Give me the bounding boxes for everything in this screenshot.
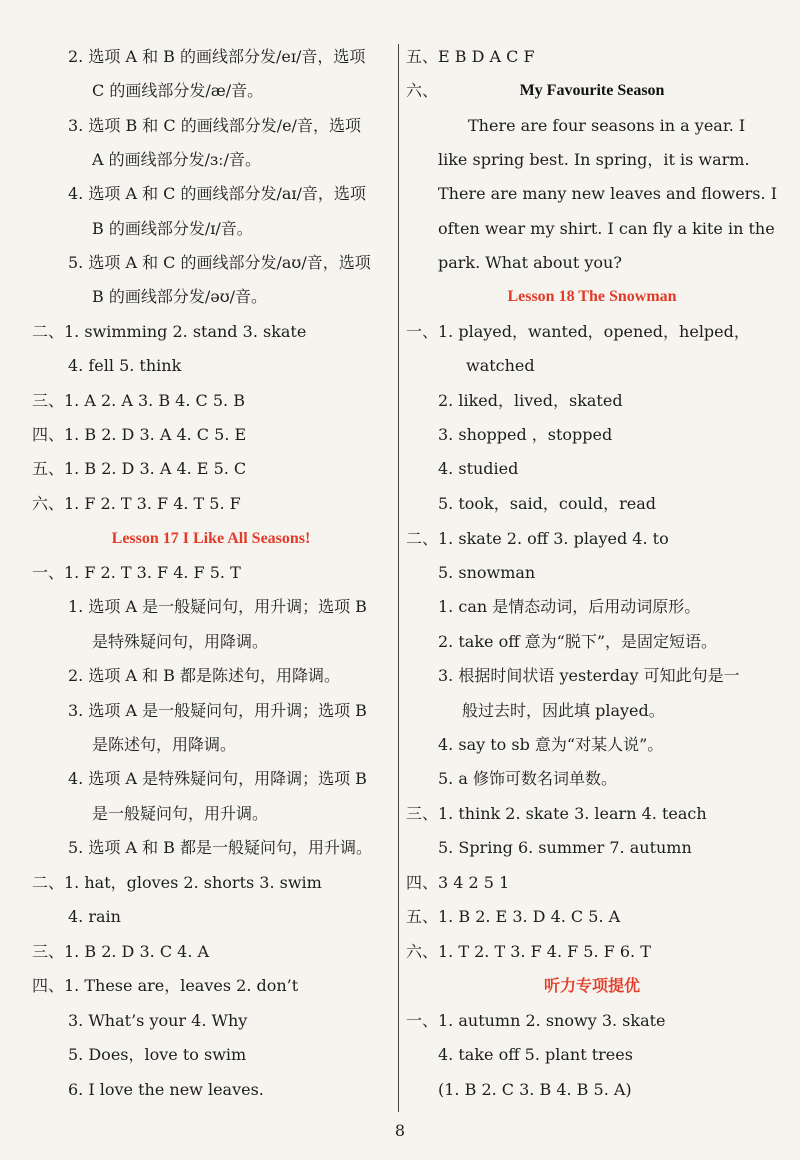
section-title-listening: 听力专项提优 [543,976,640,995]
text-line: 2. liked，lived，skated [438,391,623,410]
text-line: 5. Spring 6. summer 7. autumn [438,838,692,857]
column-divider [398,44,399,1112]
text-line: 3. 根据时间状语 yesterday 可知此句是一 [438,666,740,685]
text-line: 1. can 是情态动词，后用动词原形。 [438,597,701,616]
text-line: 4. 选项 A 是特殊疑问句，用降调；选项 B [68,769,367,788]
text-line: 是陈述句，用降调。 [92,735,237,754]
text-line: B 的画线部分发/əʊ/音。 [92,287,268,306]
text-line: 一、1. played，wanted，opened，helped， [406,322,750,341]
text-line: 般过去时，因此填 played。 [462,701,665,720]
text-line: 3. 选项 B 和 C 的画线部分发/e/音，选项 [68,116,361,135]
text-line: 2. 选项 A 和 B 的画线部分发/eɪ/音，选项 [68,47,366,66]
text-line: 6. I love the new leaves. [68,1080,264,1099]
text-line: 一、1. autumn 2. snowy 3. skate [406,1011,666,1030]
text-line: 4. say to sb 意为“对某人说”。 [438,735,664,754]
text-line: 5. 选项 A 和 C 的画线部分发/aʊ/音，选项 [68,253,371,272]
text-line: 2. take off 意为“脱下”，是固定短语。 [438,632,718,651]
text-line: often wear my shirt. I can fly a kite in the [438,219,775,238]
text-line: 5. Does，love to swim [68,1045,247,1064]
text-line: 4. rain [68,907,121,926]
text-line: 4. take off 5. plant trees [438,1045,633,1064]
text-line: 二、1. swimming 2. stand 3. skate [32,322,307,341]
text-line: 2. 选项 A 和 B 都是陈述句，用降调。 [68,666,341,685]
text-line: B 的画线部分发/ɪ/音。 [92,219,253,238]
text-line: 三、1. B 2. D 3. C 4. A [32,942,210,961]
text-line: 四、1. B 2. D 3. A 4. C 5. E [32,425,247,444]
text-line: like spring best. In spring，it is warm. [438,150,750,169]
essay-title: My Favourite Season [519,82,665,99]
text-line: A 的画线部分发/ɜː/音。 [92,150,261,169]
text-line: 三、1. A 2. A 3. B 4. C 5. B [32,391,245,410]
text-line: 5. 选项 A 和 B 都是一般疑问句，用升调。 [68,838,373,857]
text-line: 4. 选项 A 和 C 的画线部分发/aɪ/音，选项 [68,184,366,203]
text-line: 二、1. skate 2. off 3. played 4. to [406,529,669,548]
text-line: 5. took，said，could，read [438,494,657,513]
text-line: 3. What’s your 4. Why [68,1011,248,1030]
text-line: watched [466,356,535,375]
text-line: 3. 选项 A 是一般疑问句，用升调；选项 B [68,701,367,720]
text-line: 六、1. T 2. T 3. F 4. F 5. F 6. T [406,942,651,961]
text-line: C 的画线部分发/æ/音。 [92,81,264,100]
text-line: 4. studied [438,459,519,478]
text-line: 四、3 4 2 5 1 [406,873,510,892]
text-line: 1. 选项 A 是一般疑问句，用升调；选项 B [68,597,367,616]
text-line: 三、1. think 2. skate 3. learn 4. teach [406,804,707,823]
text-line: 四、1. These are，leaves 2. don’t [32,976,299,995]
text-line: 是一般疑问句，用升调。 [92,804,269,823]
text-line: 3. shopped ，stopped [438,425,613,444]
text-line: 二、1. hat，gloves 2. shorts 3. swim [32,873,322,892]
text-line: There are many new leaves and flowers. I [438,184,778,203]
section-title-lesson-17: Lesson 17 I Like All Seasons! [111,530,311,547]
text-line: 六、1. F 2. T 3. F 4. T 5. F [32,494,241,513]
text-line: 五、1. B 2. E 3. D 4. C 5. A [406,907,621,926]
text-line: 5. a 修饰可数名词单数。 [438,769,617,788]
section-title-lesson-18: Lesson 18 The Snowman [507,288,677,305]
text-line: There are four seasons in a year. I [468,116,746,135]
text-line: (1. B 2. C 3. B 4. B 5. A) [438,1080,632,1099]
page-number: 8 [394,1121,406,1140]
text-line: 4. fell 5. think [68,356,182,375]
text-line: park. What about you? [438,253,622,272]
text-line: 五、1. B 2. D 3. A 4. E 5. C [32,459,247,478]
text-line: 五、E B D A C F [406,47,535,66]
text-line: 5. snowman [438,563,536,582]
text-line: 一、1. F 2. T 3. F 4. F 5. T [32,563,241,582]
text-line: 六、 [406,81,439,100]
text-line: 是特殊疑问句，用降调。 [92,632,269,651]
